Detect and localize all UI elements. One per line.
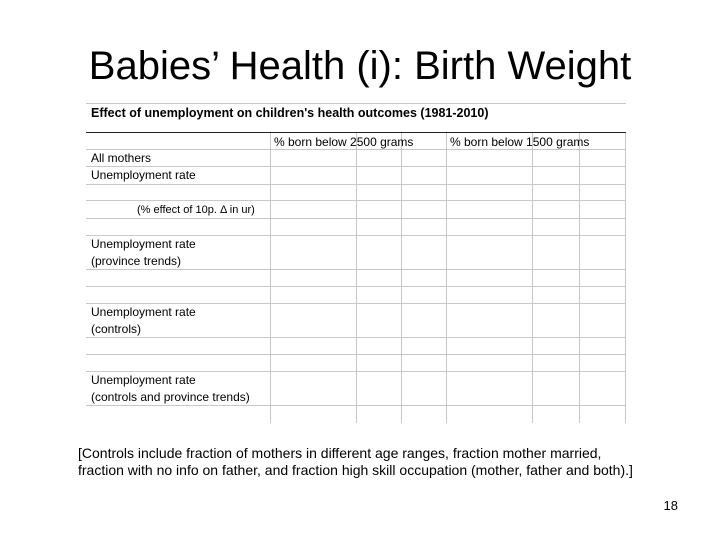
- grid-line: [86, 303, 626, 304]
- section-label: All mothers: [91, 151, 152, 165]
- grid-line: [86, 405, 626, 406]
- grid-line: [86, 337, 626, 338]
- row-label: Unemployment rate: [91, 373, 196, 387]
- grid-line: [86, 354, 626, 355]
- grid-line: [625, 133, 626, 423]
- grid-line: [86, 235, 626, 236]
- grid-line: [401, 133, 402, 423]
- column-header: % born below 1500 grams: [450, 135, 590, 149]
- grid-line: [446, 133, 447, 423]
- header-rule: [86, 132, 626, 133]
- grid-line: [86, 269, 626, 270]
- grid-line: [86, 218, 626, 219]
- row-label: (controls and province trends): [91, 390, 250, 404]
- grid-line: [579, 133, 580, 423]
- grid-line: [86, 184, 626, 185]
- row-label: Unemployment rate: [91, 237, 196, 251]
- grid-line: [86, 103, 626, 104]
- grid-line: [532, 133, 533, 423]
- page-number: 18: [663, 498, 678, 513]
- row-label: Unemployment rate: [91, 305, 196, 319]
- grid-line: [86, 371, 626, 372]
- row-label: Unemployment rate: [91, 168, 196, 182]
- row-note: (% effect of 10p. Δ in ur): [137, 204, 255, 216]
- grid-line: [86, 200, 626, 201]
- grid-line: [270, 133, 271, 423]
- table-title: Effect of unemployment on children's health outcomes (1981-2010): [91, 106, 489, 120]
- column-header: % born below 2500 grams: [274, 135, 414, 149]
- row-label: (province trends): [91, 254, 182, 268]
- results-table: [86, 103, 626, 423]
- row-label: (controls): [91, 322, 142, 336]
- grid-line: [86, 286, 626, 287]
- grid-line: [356, 133, 357, 423]
- footnote: [Controls include fraction of mothers in different age ranges, fraction mother married, fraction with no info on father, and fraction high skill occupation (mother, father and both).]: [78, 445, 633, 478]
- grid-line: [86, 166, 626, 167]
- slide-title: Babies’ Health (i): Birth Weight: [88, 44, 632, 88]
- grid-line: [86, 149, 626, 150]
